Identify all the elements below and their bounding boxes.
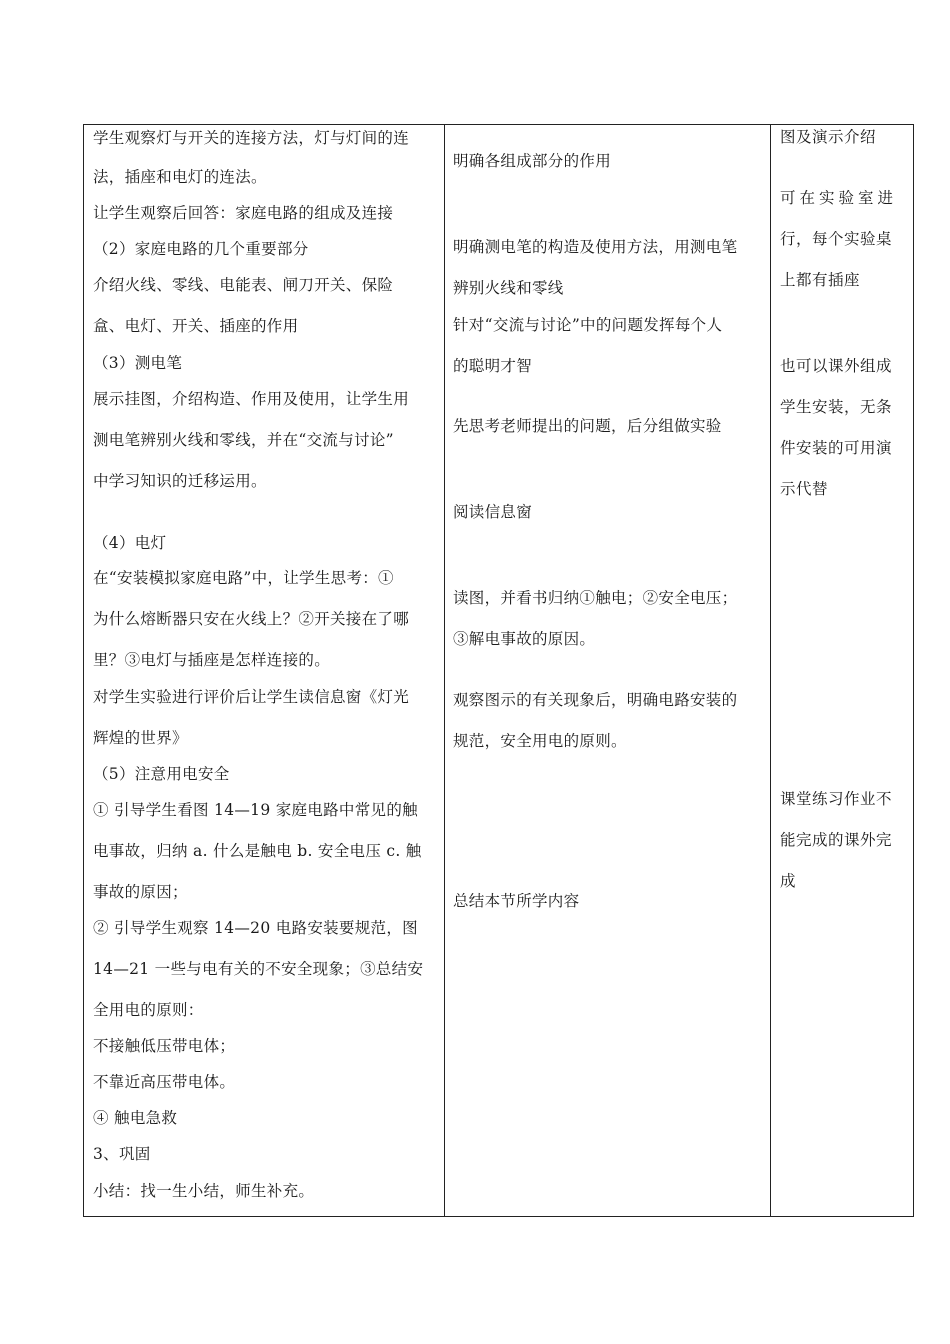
student-activity-line: 明确各组成部分的作用 [453,152,612,170]
student-activity-line: 的聪明才智 [453,357,533,375]
teacher-activity-line: ② 引导学生观察 14—20 电路安装要规范，图 [93,919,418,937]
teacher-activity-line: 对学生实验进行评价后让学生读信息窗《灯光 [93,688,410,706]
teacher-activity-line: （5）注意用电安全 [93,765,230,783]
teacher-activity-line: （4）电灯 [93,534,167,552]
student-activity-line: 规范，安全用电的原则。 [453,732,627,750]
teacher-activity-line: ① 引导学生看图 14—19 家庭电路中常见的触 [93,801,418,819]
teacher-activity-line: 小结：找一生小结，师生补充。 [93,1182,315,1200]
teacher-activity-line: ④ 触电急救 [93,1109,178,1127]
column-divider-1 [444,125,445,1216]
teacher-activity-line: 不接触低压带电体； [93,1037,236,1055]
teacher-activity-line: 全用电的原则： [93,1001,204,1019]
teacher-activity-line: 电事故，归纳 a. 什么是触电 b. 安全电压 c. 触 [93,842,422,860]
student-activity-line: 先思考老师提出的问题，后分组做实验 [453,417,722,435]
teacher-activity-line: （2）家庭电路的几个重要部分 [93,240,309,258]
notes-line: 学生安装，无条 [780,398,893,416]
teacher-activity-line: 展示挂图，介绍构造、作用及使用，让学生用 [93,390,410,408]
student-activity-line: 针对“交流与讨论”中的问题发挥每个人 [453,316,723,334]
teacher-activity-line: 事故的原因； [93,883,188,901]
student-activity-line: 读图，并看书归纳①触电；②安全电压； [453,589,738,607]
student-activity-line: 阅读信息窗 [453,503,533,521]
student-activity-line: 辨别火线和零线 [453,279,564,297]
teacher-activity-line: 不靠近高压带电体。 [93,1073,236,1091]
notes-line: 件安装的可用演 [780,439,893,457]
teacher-activity-line: 法，插座和电灯的连法。 [93,168,267,186]
notes-line: 可在实验室进 [780,189,898,207]
teacher-activity-line: 让学生观察后回答：家庭电路的组成及连接 [93,204,394,222]
teacher-activity-line: 中学习知识的迁移运用。 [93,472,267,490]
notes-line: 示代替 [780,480,829,498]
teacher-activity-line: 盒、电灯、开关、插座的作用 [93,317,299,335]
teacher-activity-line: 里？③电灯与插座是怎样连接的。 [93,651,331,669]
notes-line: 能完成的课外完 [780,831,893,849]
teacher-activity-line: 3、巩固 [93,1145,151,1163]
teacher-activity-line: 测电笔辨别火线和零线，并在“交流与讨论” [93,431,394,449]
student-activity-line: ③解电事故的原因。 [453,630,596,648]
teacher-activity-line: 14—21 一些与电有关的不安全现象；③总结安 [93,960,424,978]
teacher-activity-line: 辉煌的世界》 [93,729,188,747]
notes-line: 成 [780,872,797,890]
notes-line: 也可以课外组成 [780,357,893,375]
student-activity-line: 观察图示的有关现象后，明确电路安装的 [453,691,738,709]
notes-line: 课堂练习作业不 [780,790,893,808]
notes-line: 行，每个实验桌 [780,230,893,248]
teacher-activity-line: 在“安装模拟家庭电路”中，让学生思考：① [93,569,394,587]
teacher-activity-line: 学生观察灯与开关的连接方法，灯与灯间的连 [93,129,410,147]
notes-line: 图及演示介绍 [780,128,877,146]
notes-line: 上都有插座 [780,271,861,289]
teacher-activity-line: （3）测电笔 [93,354,183,372]
student-activity-line: 明确测电笔的构造及使用方法，用测电笔 [453,238,738,256]
column-divider-2 [770,125,771,1216]
student-activity-line: 总结本节所学内容 [453,892,580,910]
teacher-activity-line: 为什么熔断器只安在火线上？②开关接在了哪 [93,610,410,628]
teacher-activity-line: 介绍火线、零线、电能表、闸刀开关、保险 [93,276,394,294]
